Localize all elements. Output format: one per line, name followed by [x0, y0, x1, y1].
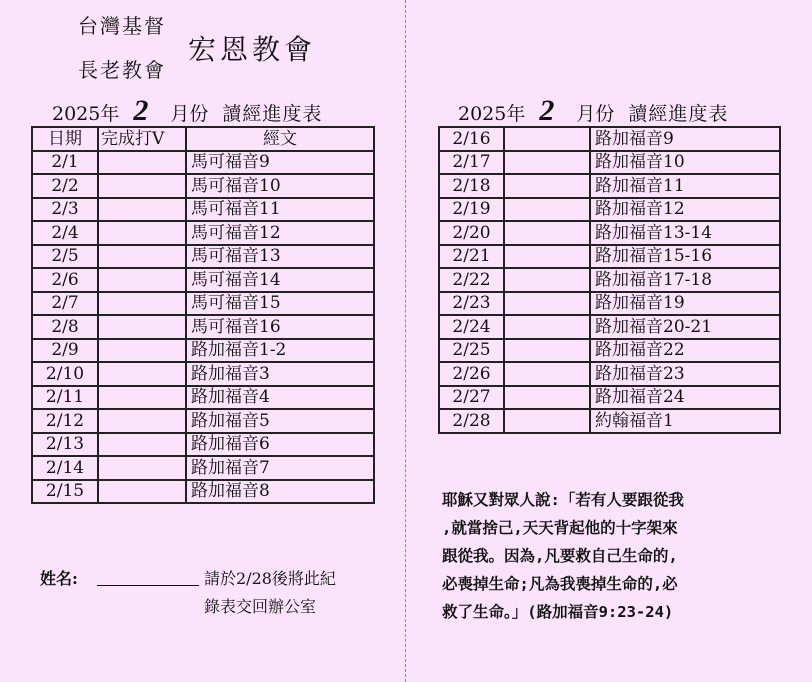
- row-reading: 路加福音19: [590, 292, 780, 316]
- verse-line: ,就當捨己,天天背起他的十字架來: [442, 519, 678, 537]
- table-row: [32, 292, 374, 316]
- row-reading: 馬可福音13: [186, 245, 374, 269]
- row-date: 2/7: [32, 292, 98, 316]
- row-reading: 路加福音20-21: [590, 315, 780, 339]
- completion-check-cell[interactable]: [98, 198, 186, 222]
- completion-check-cell[interactable]: [98, 339, 186, 363]
- table-row: [439, 292, 780, 316]
- row-reading: 馬可福音15: [186, 292, 374, 316]
- row-date: 2/11: [32, 386, 98, 410]
- church-name: 宏恩教會: [188, 33, 317, 66]
- completion-check-cell[interactable]: [98, 409, 186, 433]
- table-row: [439, 151, 780, 175]
- row-date: 2/3: [32, 198, 98, 222]
- row-date: 2/10: [32, 362, 98, 386]
- row-reading: 路加福音10: [590, 151, 780, 175]
- row-date: 2/13: [32, 433, 98, 457]
- row-date: 2/1: [32, 151, 98, 175]
- verse-line: 必喪掉生命;凡為我喪掉生命的,必: [442, 575, 678, 593]
- completion-check-cell[interactable]: [504, 292, 590, 316]
- schedule-heading-left: [52, 94, 322, 128]
- row-reading: 路加福音15-16: [590, 245, 780, 269]
- completion-check-cell[interactable]: [504, 198, 590, 222]
- org-name-line1: 台灣基督: [78, 14, 166, 38]
- verse-line: 跟從我。因為,凡要救自己生命的,: [442, 547, 678, 565]
- row-date: 2/19: [439, 198, 504, 222]
- completion-check-cell[interactable]: [504, 315, 590, 339]
- row-reading: 路加福音24: [590, 386, 780, 410]
- row-date: 2/4: [32, 221, 98, 245]
- row-date: 2/26: [439, 362, 504, 386]
- row-reading: 馬可福音16: [186, 315, 374, 339]
- instruction-line: 請於2/28後將此紀: [204, 569, 336, 588]
- row-reading: 路加福音12: [590, 198, 780, 222]
- verse-line: 救了生命。」(路加福音9:23-24): [442, 603, 674, 621]
- table-row: [32, 245, 374, 269]
- schedule-heading-right: [458, 94, 728, 128]
- table-row: [32, 221, 374, 245]
- table-row: [439, 245, 780, 269]
- completion-check-cell[interactable]: [504, 151, 590, 175]
- page-divider: [405, 0, 406, 682]
- completion-check-cell[interactable]: [98, 221, 186, 245]
- completion-check-cell[interactable]: [98, 174, 186, 198]
- row-date: 2/14: [32, 456, 98, 480]
- row-reading: 路加福音8: [186, 480, 374, 504]
- name-fill-line[interactable]: [97, 585, 199, 586]
- completion-check-cell[interactable]: [98, 268, 186, 292]
- heading-title: 讀經進度表: [628, 103, 729, 125]
- completion-check-cell[interactable]: [98, 151, 186, 175]
- table-row: [439, 339, 780, 363]
- completion-check-cell[interactable]: [98, 433, 186, 457]
- table-row: [439, 127, 780, 151]
- row-reading: 路加福音7: [186, 456, 374, 480]
- name-label: 姓名:: [40, 569, 78, 588]
- completion-check-cell[interactable]: [504, 174, 590, 198]
- table-row: [32, 386, 374, 410]
- heading-month-suffix: 月份: [576, 103, 615, 125]
- row-date: 2/28: [439, 409, 504, 433]
- completion-check-cell[interactable]: [98, 362, 186, 386]
- row-date: 2/25: [439, 339, 504, 363]
- row-reading: 路加福音11: [590, 174, 780, 198]
- reading-table-left: [31, 126, 375, 504]
- row-reading: 路加福音1-2: [186, 339, 374, 363]
- table-row: [439, 221, 780, 245]
- table-row: [439, 198, 780, 222]
- completion-check-cell[interactable]: [504, 268, 590, 292]
- table-row: [32, 174, 374, 198]
- heading-title: 讀經進度表: [222, 103, 323, 125]
- row-reading: 約翰福音1: [590, 409, 780, 433]
- row-reading: 馬可福音14: [186, 268, 374, 292]
- row-date: 2/18: [439, 174, 504, 198]
- completion-check-cell[interactable]: [98, 315, 186, 339]
- row-date: 2/16: [439, 127, 504, 151]
- table-row: [32, 456, 374, 480]
- table-row: [439, 386, 780, 410]
- completion-check-cell[interactable]: [504, 245, 590, 269]
- table-row: [32, 268, 374, 292]
- completion-check-cell[interactable]: [98, 480, 186, 504]
- row-date: 2/15: [32, 480, 98, 504]
- row-date: 2/22: [439, 268, 504, 292]
- row-date: 2/5: [32, 245, 98, 269]
- row-reading: 馬可福音12: [186, 221, 374, 245]
- row-reading: 馬可福音11: [186, 198, 374, 222]
- scripture-column-header: 經文: [186, 127, 374, 151]
- date-column-header: 日期: [32, 127, 98, 151]
- completion-check-cell[interactable]: [504, 362, 590, 386]
- table-row: [32, 151, 374, 175]
- instruction-line: 錄表交回辦公室: [204, 597, 317, 616]
- heading-year: 2025年: [458, 103, 526, 125]
- row-reading: 路加福音23: [590, 362, 780, 386]
- row-date: 2/6: [32, 268, 98, 292]
- heading-month-number: 2: [133, 94, 149, 127]
- bible-verse: [442, 486, 782, 626]
- table-header-row: [32, 127, 374, 151]
- row-date: 2/20: [439, 221, 504, 245]
- table-row: [439, 174, 780, 198]
- done-column-header: 完成打V: [98, 127, 186, 151]
- completion-check-cell[interactable]: [98, 456, 186, 480]
- row-reading: 馬可福音9: [186, 151, 374, 175]
- verse-line: 耶穌又對眾人說:「若有人要跟從我: [442, 491, 684, 509]
- completion-check-cell[interactable]: [504, 127, 590, 151]
- row-reading: 路加福音3: [186, 362, 374, 386]
- row-date: 2/9: [32, 339, 98, 363]
- row-reading: 路加福音17-18: [590, 268, 780, 292]
- completion-check-cell[interactable]: [98, 245, 186, 269]
- row-date: 2/8: [32, 315, 98, 339]
- row-date: 2/21: [439, 245, 504, 269]
- row-date: 2/2: [32, 174, 98, 198]
- table-row: [32, 315, 374, 339]
- table-row: [439, 409, 780, 433]
- heading-year: 2025年: [52, 103, 120, 125]
- table-row: [32, 409, 374, 433]
- table-row: [439, 362, 780, 386]
- row-reading: 路加福音22: [590, 339, 780, 363]
- heading-month-number: 2: [539, 94, 555, 127]
- table-row: [32, 433, 374, 457]
- table-row: [32, 480, 374, 504]
- row-date: 2/27: [439, 386, 504, 410]
- row-reading: 路加福音9: [590, 127, 780, 151]
- table-row: [32, 339, 374, 363]
- completion-check-cell[interactable]: [504, 409, 590, 433]
- row-reading: 馬可福音10: [186, 174, 374, 198]
- row-date: 2/24: [439, 315, 504, 339]
- row-date: 2/17: [439, 151, 504, 175]
- row-reading: 路加福音6: [186, 433, 374, 457]
- completion-check-cell[interactable]: [504, 221, 590, 245]
- row-reading: 路加福音4: [186, 386, 374, 410]
- table-row: [32, 362, 374, 386]
- row-reading: 路加福音5: [186, 409, 374, 433]
- row-date: 2/23: [439, 292, 504, 316]
- table-row: [439, 268, 780, 292]
- heading-month-suffix: 月份: [170, 103, 209, 125]
- org-name-line2: 長老教會: [78, 58, 166, 82]
- return-instruction: [204, 565, 384, 621]
- table-row: [439, 315, 780, 339]
- completion-check-cell[interactable]: [98, 292, 186, 316]
- reading-table-right: [438, 126, 781, 434]
- row-reading: 路加福音13-14: [590, 221, 780, 245]
- completion-check-cell[interactable]: [504, 386, 590, 410]
- row-date: 2/12: [32, 409, 98, 433]
- completion-check-cell[interactable]: [98, 386, 186, 410]
- completion-check-cell[interactable]: [504, 339, 590, 363]
- table-row: [32, 198, 374, 222]
